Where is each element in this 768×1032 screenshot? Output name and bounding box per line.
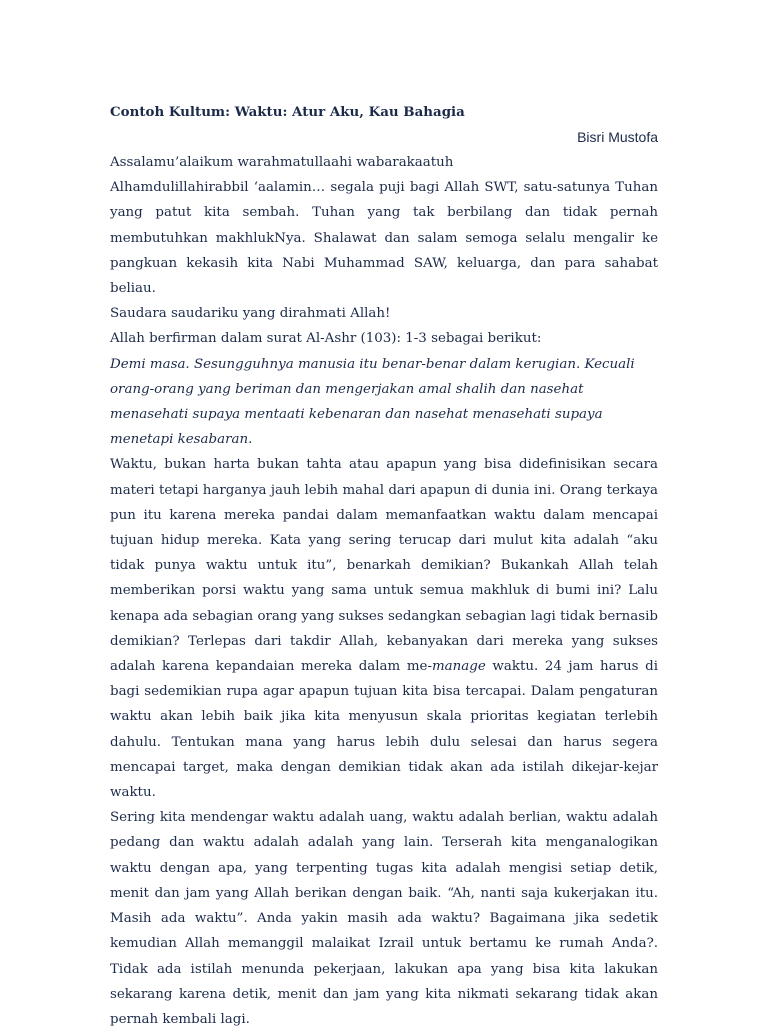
verse-intro: Allah berfirman dalam surat Al-Ashr (103): 1-3 sebagai berikut:	[110, 331, 542, 347]
document-title: Contoh Kultum: Waktu: Atur Aku, Kau Bahagia	[110, 104, 465, 120]
italic-term: manage	[431, 659, 486, 675]
greeting: Assalamu’alaikum warahmatullaahi wabarakaatuh	[110, 155, 454, 170]
opening-paragraph: Alhamdulillahirabbil ‘aalamin… segala puji bagi Allah SWT, satu-satunya Tuhan yang patut kita sembah. Tuhan yang tak berbilang dan tidak pernah membutuhkan makhlukNya. Shalawat dan salam semoga selalu mengalir ke pangkuan kekasih kita Nabi Muhammad SAW, keluarga, dan para sahabat beliau.	[110, 180, 658, 297]
paragraph-1-text-a: Waktu, bukan harta bukan tahta atau apapun yang bisa didefinisikan secara materi tetapi harganya jauh lebih mahal dari apapun di dunia ini. Orang terkaya pun itu karena mereka pandai dalam memanfaatkan waktu dalam mencapai tujuan hidup mereka. Kata yang sering terucap dari mulut kita adalah “aku tidak punya waktu untuk itu”, benarkah demikian? Bukankah Allah telah memberikan porsi waktu yang sama untuk semua makhluk di bumi ini? Lalu kenapa ada sebagian orang yang sukses sedangkan sebagian lagi tidak bernasib demikian? Terlepas dari takdir Allah, kebanyakan dari mereka yang sukses adalah karena kepandaian mereka dalam me-	[110, 457, 658, 675]
paragraph-1-text-b: waktu. 24 jam harus di bagi sedemikian rupa agar apapun tujuan kita bisa tercapai. Dalam pengaturan waktu akan lebih baik jika kita menyusun skala prioritas kegiatan terlebih dahulu. Tentukan mana yang harus lebih dulu selesai dan harus segera mencapai target, maka dengan demikian tidak akan ada istilah dikejar-kejar waktu.	[110, 659, 658, 801]
paragraph-time-value	[110, 452, 658, 805]
paragraph-time-analogy: Sering kita mendengar waktu adalah uang, waktu adalah berlian, waktu adalah pedang dan waktu adalah adalah yang lain. Terserah kita menganalogikan waktu dengan apa, yang terpenting tugas kita adalah mengisi setiap detik, menit dan jam yang Allah berikan dengan baik. “Ah, nanti saja kukerjakan itu. Masih ada waktu”. Anda yakin masih ada waktu? Bagaimana jika sedetik kemudian Allah memanggil malaikat Izrail untuk bertamu ke rumah Anda?. Tidak ada istilah menunda pekerjaan, lakukan apa yang bisa kita lakukan sekarang karena detik, menit dan jam yang kita nikmati sekarang tidak akan pernah kembali lagi.	[110, 810, 658, 1027]
author-name: Bisri Mustofa	[577, 129, 658, 145]
address-line: Saudara saudariku yang dirahmati Allah!	[110, 306, 391, 322]
document-body	[110, 100, 658, 1032]
quran-verse: Demi masa. Sesungguhnya manusia itu benar-benar dalam kerugian. Kecuali orang-orang yang beriman dan mengerjakan amal shalih dan nasehat menasehati supaya mentaati kebenaran dan nasehat menasehati supaya menetapi kesabaran.	[110, 356, 635, 448]
